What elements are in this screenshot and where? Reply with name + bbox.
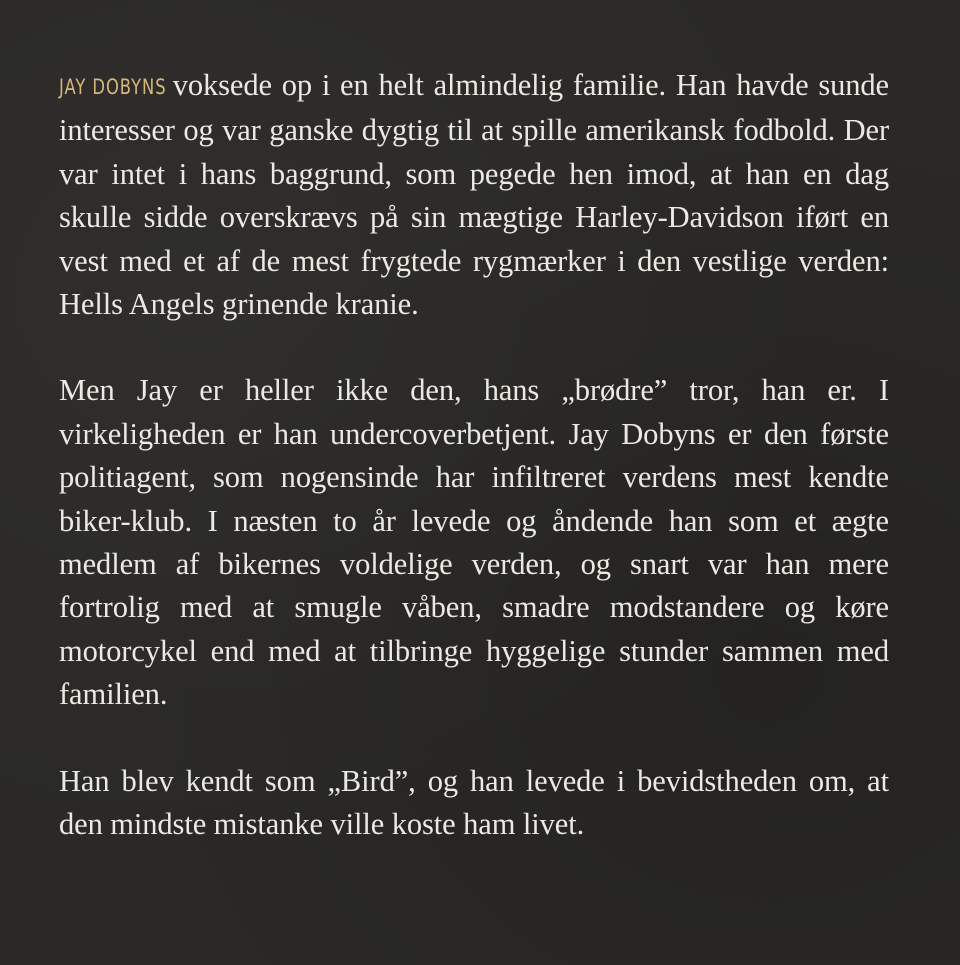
paragraph-3: Han blev kendt som „Bird”, og han levede i bevidstheden om, at den mindste mistanke ville koste ham livet.	[59, 763, 889, 842]
paragraph-1	[59, 64, 889, 326]
paragraph-1-text: voksede op i en helt almindelig familie. Han havde sunde interesser og var ganske dygtig til at spille amerikansk fodbold. Der var intet i hans baggrund, som pegede hen imod, at han en dag skulle sidde overskrævs på sin mægtige Harley-Davidson iført en vest med et af de mest frygtede rygmærker i den vestlige verden: Hells Angels grinende kranie.	[59, 68, 889, 322]
paragraph-2: Men Jay er heller ikke den, hans „brødre” tror, han er. I virkeligheden er han undercoverbetjent. Jay Dobyns er den første politiagent, som nogensinde har infiltreret verdens mest kendte biker-klub. I næsten to år levede og åndende han som et ægte medlem af bikernes voldelige verden, og snart var han mere fortrolig med at smugle våben, smadre modstandere og køre motorcykel end med at tilbringe hyggelige stunder sammen med familien.	[59, 373, 889, 712]
blurb-text	[59, 64, 889, 847]
author-name: JAY DOBYNS	[59, 75, 167, 99]
